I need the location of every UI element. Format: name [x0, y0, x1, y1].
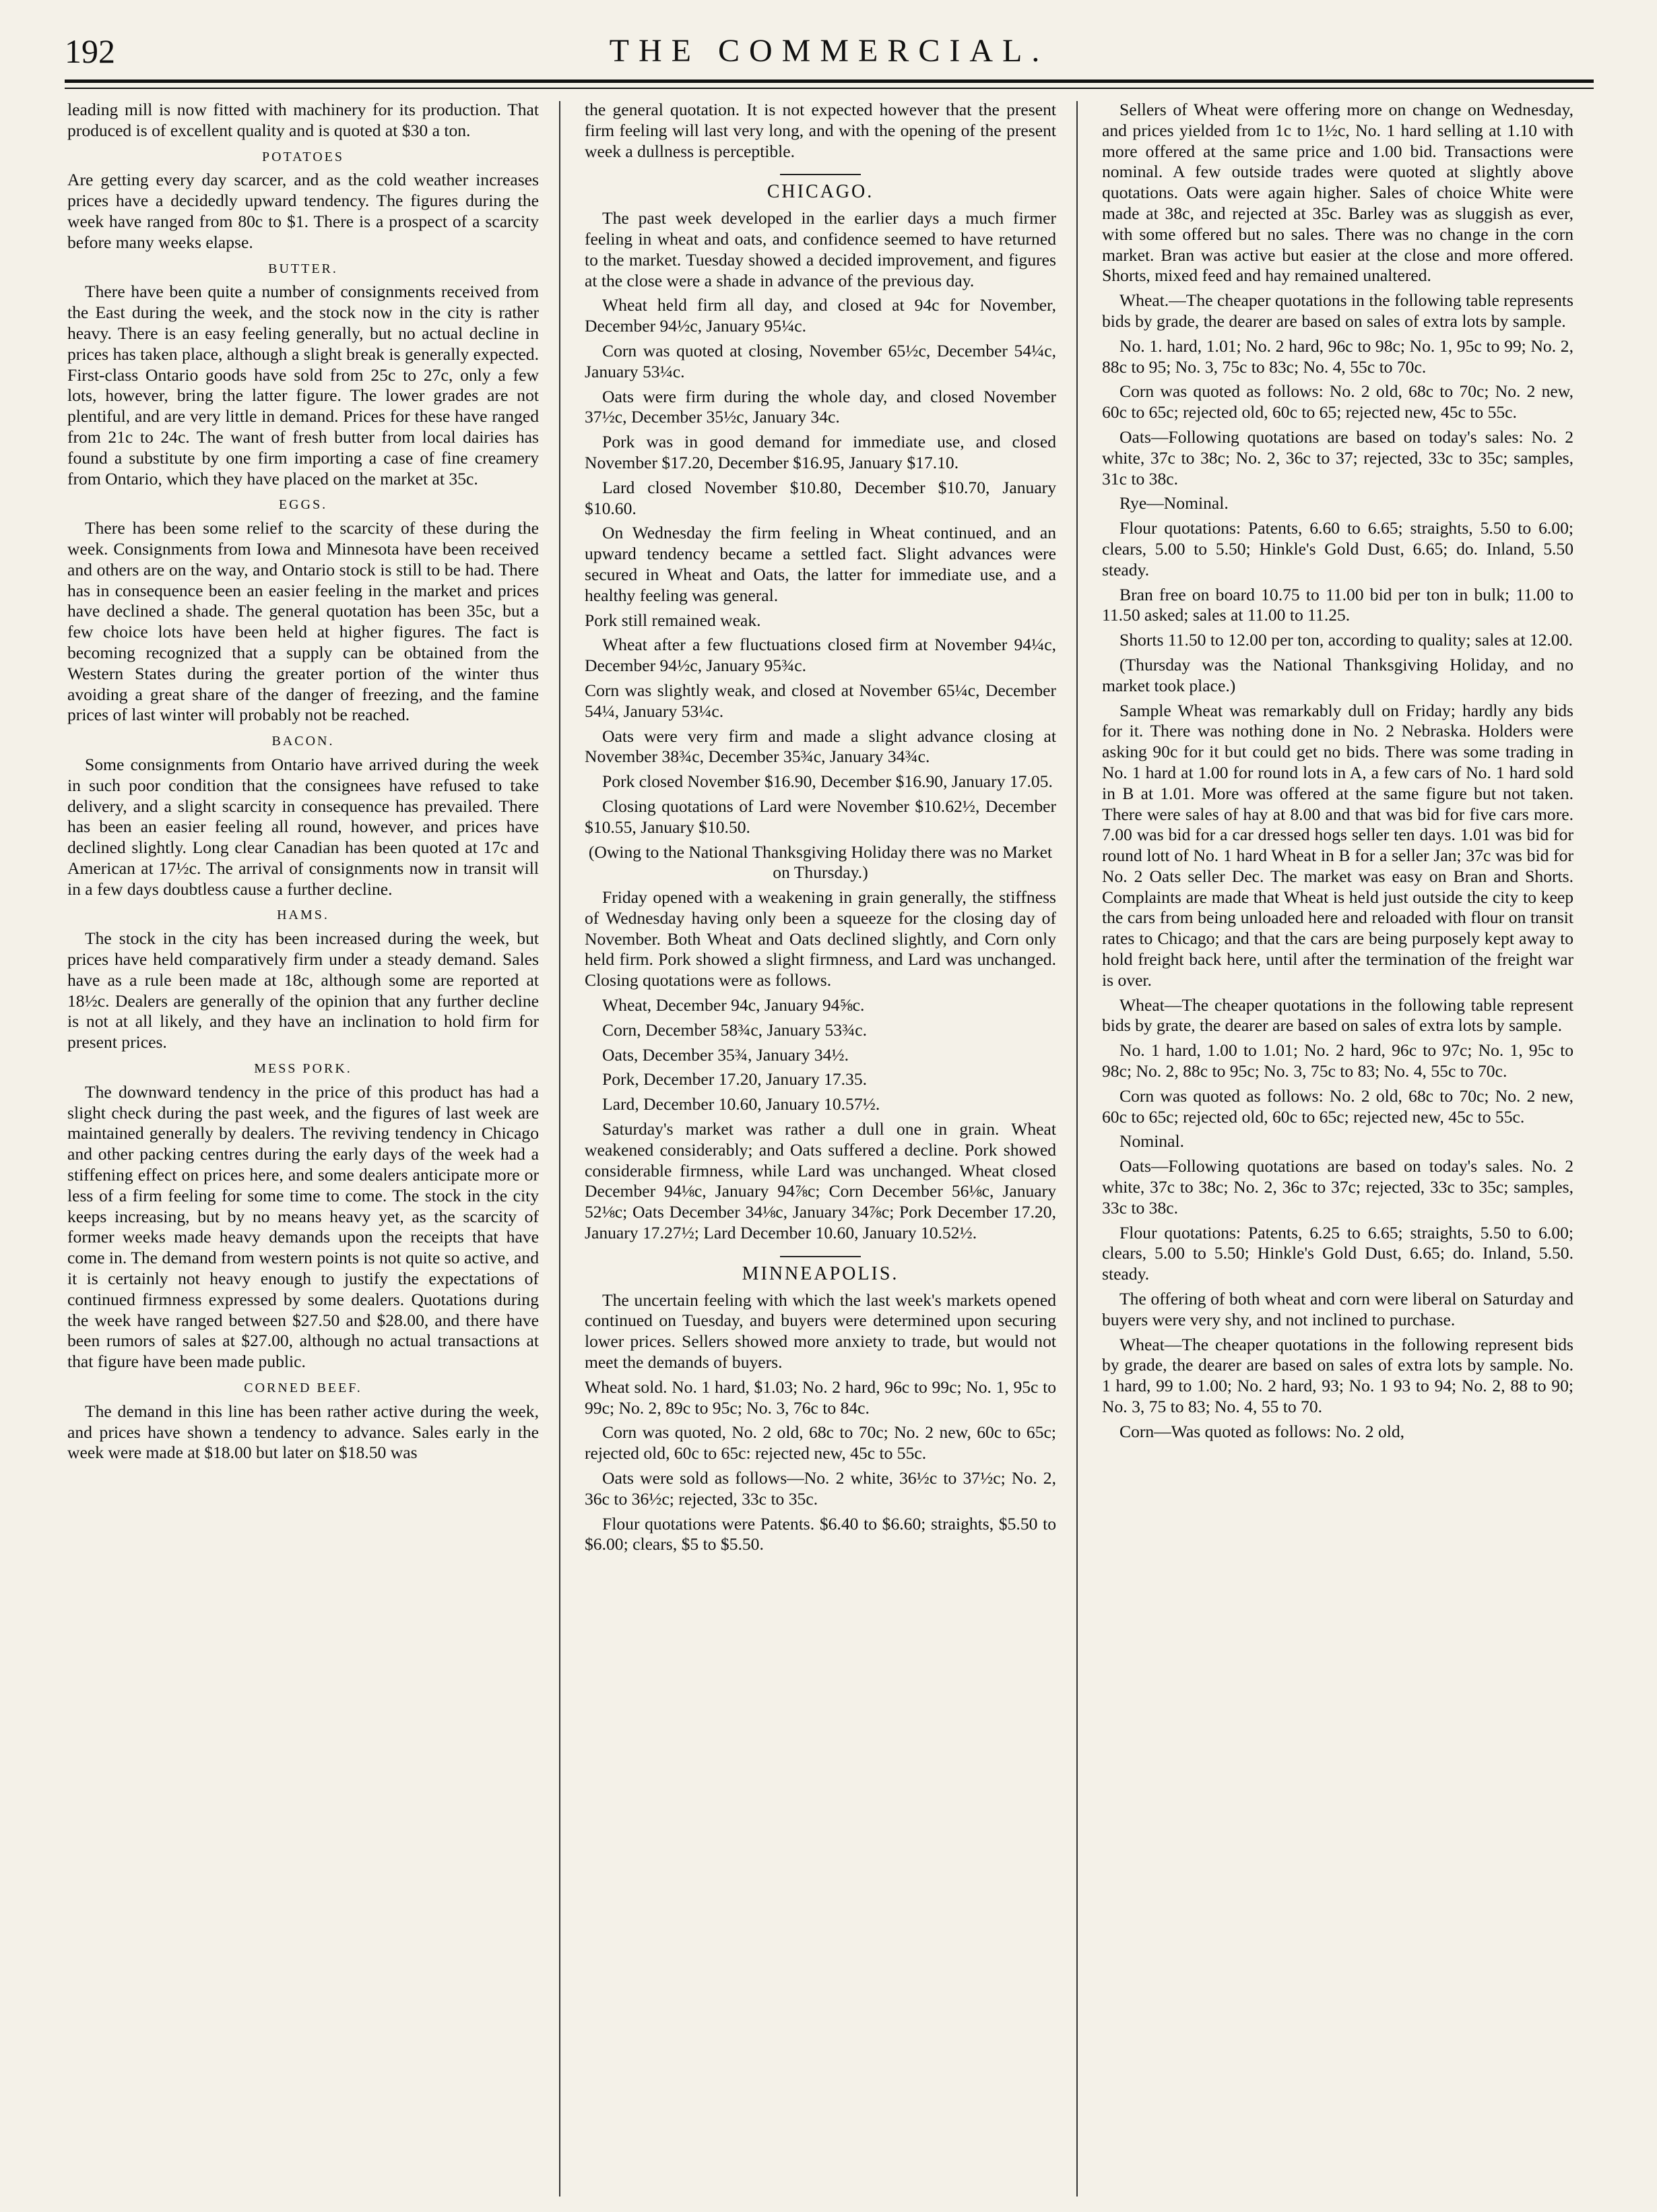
paragraph: Corn was quoted as follows: No. 2 old, 68c to 70c; No. 2 new, 60c to 65c; rejected old, 60c to 65c; rejected new, 45c to 55c. — [1102, 1085, 1573, 1127]
paragraph: Pork was in good demand for immediate use, and closed November $17.20, December $16.95, January $17.10. — [585, 432, 1056, 472]
column-divider-2 — [1076, 101, 1078, 2197]
page-header — [65, 30, 1594, 73]
column-2 — [585, 100, 1056, 2195]
paragraph: Wheat—The cheaper quotations in the following represent bids by grade, the dearer are based on sales of extra lots by sample. No. 1 hard, 99 to 1.00; No. 2 hard, 93; No. 1 93 to 94; No. 2, 88 to 90; No. 3, 75 to 83; No. 4, 55 to 70. — [1102, 1334, 1573, 1417]
paragraph: Nominal. — [1119, 1131, 1184, 1151]
paragraph: Pork still remained weak. — [585, 610, 761, 630]
paragraph: Wheat.—The cheaper quotations in the following table represents bids by grade, the dearer are based on sales of extra lots by sample. — [1102, 290, 1573, 331]
paragraph: Are getting every day scarcer, and as the cold weather increases prices have a decidedly upward tendency. The figures during the week have ranged from 80c to $1. There is a prospect of a scarcity before many weeks elapse. — [67, 170, 539, 252]
paragraph: Flour quotations: Patents, 6.25 to 6.65; straights, 5.50 to 6.00; clears, 5.00 to 5.50; Hinkle's Gold Dust, 6.65; do. Inland, 5.50. steady. — [1102, 1222, 1573, 1284]
column-3 — [1102, 100, 1573, 2195]
paragraph: the general quotation. It is not expected however that the present firm feeling will last very long, and with the opening of the present week a dullness is perceptible. — [585, 100, 1056, 161]
paragraph: The uncertain feeling with which the last week's markets opened continued on Tuesday, and buyers were determined upon securing lower prices. Sellers showed more anxiety to trade, but would not meet the demands of buyers. — [585, 1290, 1056, 1372]
paragraph: The demand in this line has been rather active during the week, and prices have shown a tendency to advance. Sales early in the week were made at $18.00 but later on $18.50 was — [67, 1401, 539, 1463]
section-heading-eggs: EGGS. — [278, 497, 328, 513]
paragraph: (Owing to the National Thanksgiving Holiday there was no Market on Thursday.) — [588, 842, 1053, 883]
paragraph: Oats—Following quotations are based on today's sales: No. 2 white, 37c to 38c; No. 2, 36c to 37; rejected, 33c to 35c; samples, 31c to 38c. — [1102, 426, 1573, 488]
paragraph: Lard, December 10.60, January 10.57½. — [602, 1094, 880, 1114]
section-heading-mess-pork: MESS PORK. — [254, 1061, 352, 1077]
paragraph: Corn, December 58¾c, January 53¾c. — [602, 1019, 868, 1040]
paragraph: The past week developed in the earlier days a much firmer feeling in wheat and oats, and confidence seemed to have returned to the market. Tuesday showed a decided improvement, and figures at the close were a shade in advance of the previous day. — [585, 208, 1056, 290]
paragraph: Some consignments from Ontario have arrived during the week in such poor condition that the consignees have refused to take delivery, and a slight scarcity in consequence has prevailed. There has been an easier feeling all round, however, and prices have declined slightly. Long clear Canadian has been quoted at 17c and American at 17½c. The arrival of consignments now in transit will in a few days doubtless cause a further decline. — [67, 754, 539, 899]
paragraph: No. 1 hard, 1.00 to 1.01; No. 2 hard, 96c to 97c; No. 1, 95c to 98c; No. 2, 88c to 95c; No. 3, 75c to 83; No. 4, 55c to 70c. — [1102, 1040, 1573, 1081]
paragraph: Pork closed November $16.90, December $16.90, January 17.05. — [602, 771, 1053, 792]
paragraph: There have been quite a number of consignments received from the East during the week, and the stock now in the city is rather heavy. There is an easy feeling generally, but no actual decline in prices has taken place, although a slight break is generally expected. First-class Ontario goods have sold from 25c to 27c, only a few lots, however, bring the latter figure. The lower grades are not plentiful, and are very little in demand. Prices for these have ranged from 21c to 24c. The want of fresh butter from local dairies has found a substitute by one firm importing a case of fine creamery from Ontario, which they have placed on the market at 35c. — [67, 282, 539, 488]
section-heading-chicago: CHICAGO. — [767, 181, 874, 203]
separator-rule — [780, 174, 861, 175]
paragraph: Corn was quoted, No. 2 old, 68c to 70c; No. 2 new, 60c to 65c; rejected old, 60c to 65c: rejected new, 45c to 55c. — [585, 1422, 1056, 1463]
paragraph: Oats—Following quotations are based on today's sales. No. 2 white, 37c to 38c; No. 2, 36c to 37c; rejected, 33c to 35c; samples, 33c to 38c. — [1102, 1156, 1573, 1218]
section-heading-potatoes: POTATOES — [261, 149, 345, 164]
page-number: 192 — [65, 32, 115, 70]
section-heading-bacon: BACON. — [271, 734, 335, 749]
paragraph: Wheat, December 94c, January 94⅝c. — [602, 995, 865, 1015]
paragraph: Corn was quoted as follows: No. 2 old, 68c to 70c; No. 2 new, 60c to 65c; rejected old, 60c to 65; rejected new, 45c to 55c. — [1102, 381, 1573, 422]
paragraph: Bran free on board 10.75 to 11.00 bid per ton in bulk; 11.00 to 11.50 asked; sales at 11.00 to 11.25. — [1102, 584, 1573, 625]
paragraph: Closing quotations of Lard were November $10.62½, December $10.55, January $10.50. — [585, 796, 1056, 837]
paragraph: Corn was quoted at closing, November 65½c, December 54¼c, January 53¼c. — [585, 340, 1056, 381]
paragraph: Wheat after a few fluctuations closed firm at November 94¼c, December 94½c, January 95¾c. — [585, 635, 1056, 676]
paragraph: Lard closed November $10.80, December $10.70, January $10.60. — [585, 477, 1056, 518]
paragraph: There has been some relief to the scarcity of these during the week. Consignments from Iowa and Minnesota have been received and others are on the way, and Ontario stock is still to be had. There has in consequence been an easier feeling in the market and prices have declined a shade. The general quotation has been 35c, but a few choice lots have been held at higher figures. The fact is becoming recognized that a supply can be obtained from the Western States during the greater portion of the winter thus avoiding a great share of the danger of freezing, and the famine prices of last winter will probably not be reached. — [67, 518, 539, 725]
paragraph: On Wednesday the firm feeling in Wheat continued, and an upward tendency became a settled fact. Slight advances were secured in Wheat and Oats, the latter for immediate use, and a healthy feeling was general. — [585, 523, 1056, 605]
column-divider-1 — [559, 101, 560, 2197]
paragraph: Shorts 11.50 to 12.00 per ton, according to quality; sales at 12.00. — [1119, 630, 1573, 650]
paragraph: The downward tendency in the price of this product has had a slight check during the past week, and the figures of last week are maintained generally by dealers. The reviving tendency in Chicago and other packing centres during the early days of the week had a stiffening effect on prices here, and some dealers anticipate more or less of a firm feeling for some time to come. The stock in the city keeps increasing, but by no means heavy yet, as the scarcity of former weeks made heavy demands upon the receipts that have come in. The demand from western points is not quite so active, and it is certainly not heavy enough to justify the expectations of continued firmness expressed by some dealers. Quotations during the week have ranged between $27.50 and $28.00, and there have been rumors of sales at $27.00, although no actual transactions at that figure have been made public. — [67, 1081, 539, 1372]
paragraph: The offering of both wheat and corn were liberal on Saturday and buyers were very shy, and not inclined to purchase. — [1102, 1289, 1573, 1329]
paragraph: (Thursday was the National Thanksgiving Holiday, and no market took place.) — [1102, 654, 1573, 695]
paragraph: Oats were firm during the whole day, and closed November 37½c, December 35½c, January 34c. — [585, 386, 1056, 427]
paragraph: Sellers of Wheat were offering more on change on Wednesday, and prices yielded from 1c to 1½c, No. 1 hard selling at 1.10 with more offered at the same price and 1.00 bid. Transactions were nominal. A few outside trades were quoted at slightly above quotations. Oats were again higher. Sales of choice White were made at 38c, and rejected at 35c. Barley was as sluggish as ever, with some offered but no sales. There was no change in the corn market. Bran was active but easier at the close and more offered. Shorts, mixed feed and hay remained unaltered. — [1102, 100, 1573, 286]
paragraph: Wheat—The cheaper quotations in the following table represent bids by grate, the dearer are based on sales of extra lots by sample. — [1102, 994, 1573, 1036]
paragraph: Sample Wheat was remarkably dull on Friday; hardly any bids for it. There was nothing done in No. 2 Nebraska. Holders were asking 90c for it but could get no bids. There was some trading in No. 1 hard at 1.00 for round lots in A, a few cars of No. 1 hard sold in B at 1.01. More was offered at the same figure but not taken. There were sales of hay at 8.00 and that was bid for five cars more. 7.00 was bid for a car dressed hogs seller ten days. 1.01 was bid for round lott of No. 1 hard Wheat in B for a seller Jan; 37c was bid for No. 2 Oats seller Dec. The market was easy on Bran and Shorts. Complaints are made that Wheat is held just outside the city to keep the cars from being unloaded here and reloaded with flour on transit rates to Chicago; and that the cars are being purposely kept away to hold freight back here, until after the termination of the freight war is over. — [1102, 700, 1573, 990]
paragraph: No. 1. hard, 1.01; No. 2 hard, 96c to 98c; No. 1, 95c to 99; No. 2, 88c to 95; No. 3, 75c to 83c; No. 4, 55c to 70c. — [1102, 336, 1573, 377]
section-heading-corned-beef: CORNED BEEF. — [244, 1381, 362, 1396]
paragraph: Wheat sold. No. 1 hard, $1.03; No. 2 hard, 96c to 99c; No. 1, 95c to 99c; No. 2, 89c to 95c; No. 3, 76c to 84c. — [585, 1377, 1056, 1418]
paragraph: Rye—Nominal. — [1119, 493, 1229, 513]
paragraph: The stock in the city has been increased during the week, but prices have held comparatively firm under a steady demand. Sales have as a rule been made at 18c, although some are reported at 18½c. Dealers are generally of the opinion that any further decline is not at all likely, and they have an inclination to hold firm for present prices. — [67, 928, 539, 1052]
column-1 — [67, 100, 539, 2195]
paragraph: Oats were very firm and made a slight advance closing at November 38¾c, December 35¾c, January 34¾c. — [585, 726, 1056, 767]
paragraph: Wheat held firm all day, and closed at 94c for November, December 94½c, January 95¼c. — [585, 295, 1056, 336]
paragraph: Pork, December 17.20, January 17.35. — [602, 1069, 868, 1089]
header-rule-thin — [65, 88, 1594, 89]
paragraph: leading mill is now fitted with machinery for its production. That produced is of excellent quality and is quoted at $30 a ton. — [67, 100, 539, 140]
paragraph: Oats, December 35¾, January 34½. — [602, 1044, 849, 1065]
header-rule-thick — [65, 80, 1594, 83]
separator-rule — [780, 1256, 861, 1257]
paragraph: Flour quotations were Patents. $6.40 to $6.60; straights, $5.50 to $6.00; clears, $5 to $5.50. — [585, 1513, 1056, 1554]
paragraph: Saturday's market was rather a dull one in grain. Wheat weakened considerably; and Oats suffered a decline. Pork showed considerable firmness, while Lard was unchanged. Wheat closed December 94⅛c, January 94⅞c; Corn December 56⅛c, January 52⅛c; Oats December 34⅛c, January 34⅞c; Pork December 17.20, January 17.27½; Lard December 10.60, January 10.52½. — [585, 1119, 1056, 1243]
paragraph: Corn was slightly weak, and closed at November 65¼c, December 54¼, January 53¼c. — [585, 680, 1056, 721]
section-heading-minneapolis: MINNEAPOLIS. — [742, 1263, 899, 1284]
paragraph: Friday opened with a weakening in grain generally, the stiffness of Wednesday having only been a squeeze for the closing day of November. Both Wheat and Oats declined slightly, and Corn only held firm. Pork showed a slight firmness, and Lard was unchanged. Closing quotations were as follows. — [585, 887, 1056, 990]
paragraph: Flour quotations: Patents, 6.60 to 6.65; straights, 5.50 to 6.00; clears, 5.00 to 5.50; Hinkle's Gold Dust, 6.65; do. Inland, 5.50 steady. — [1102, 518, 1573, 579]
section-heading-butter: BUTTER. — [268, 261, 338, 276]
paragraph: Oats were sold as follows—No. 2 white, 36½c to 37½c; No. 2, 36c to 36½c; rejected, 33c to 35c. — [585, 1468, 1056, 1509]
paragraph: Corn—Was quoted as follows: No. 2 old, — [1119, 1421, 1405, 1441]
section-heading-hams: HAMS. — [277, 908, 329, 923]
page-title: THE COMMERCIAL. — [609, 33, 1049, 69]
